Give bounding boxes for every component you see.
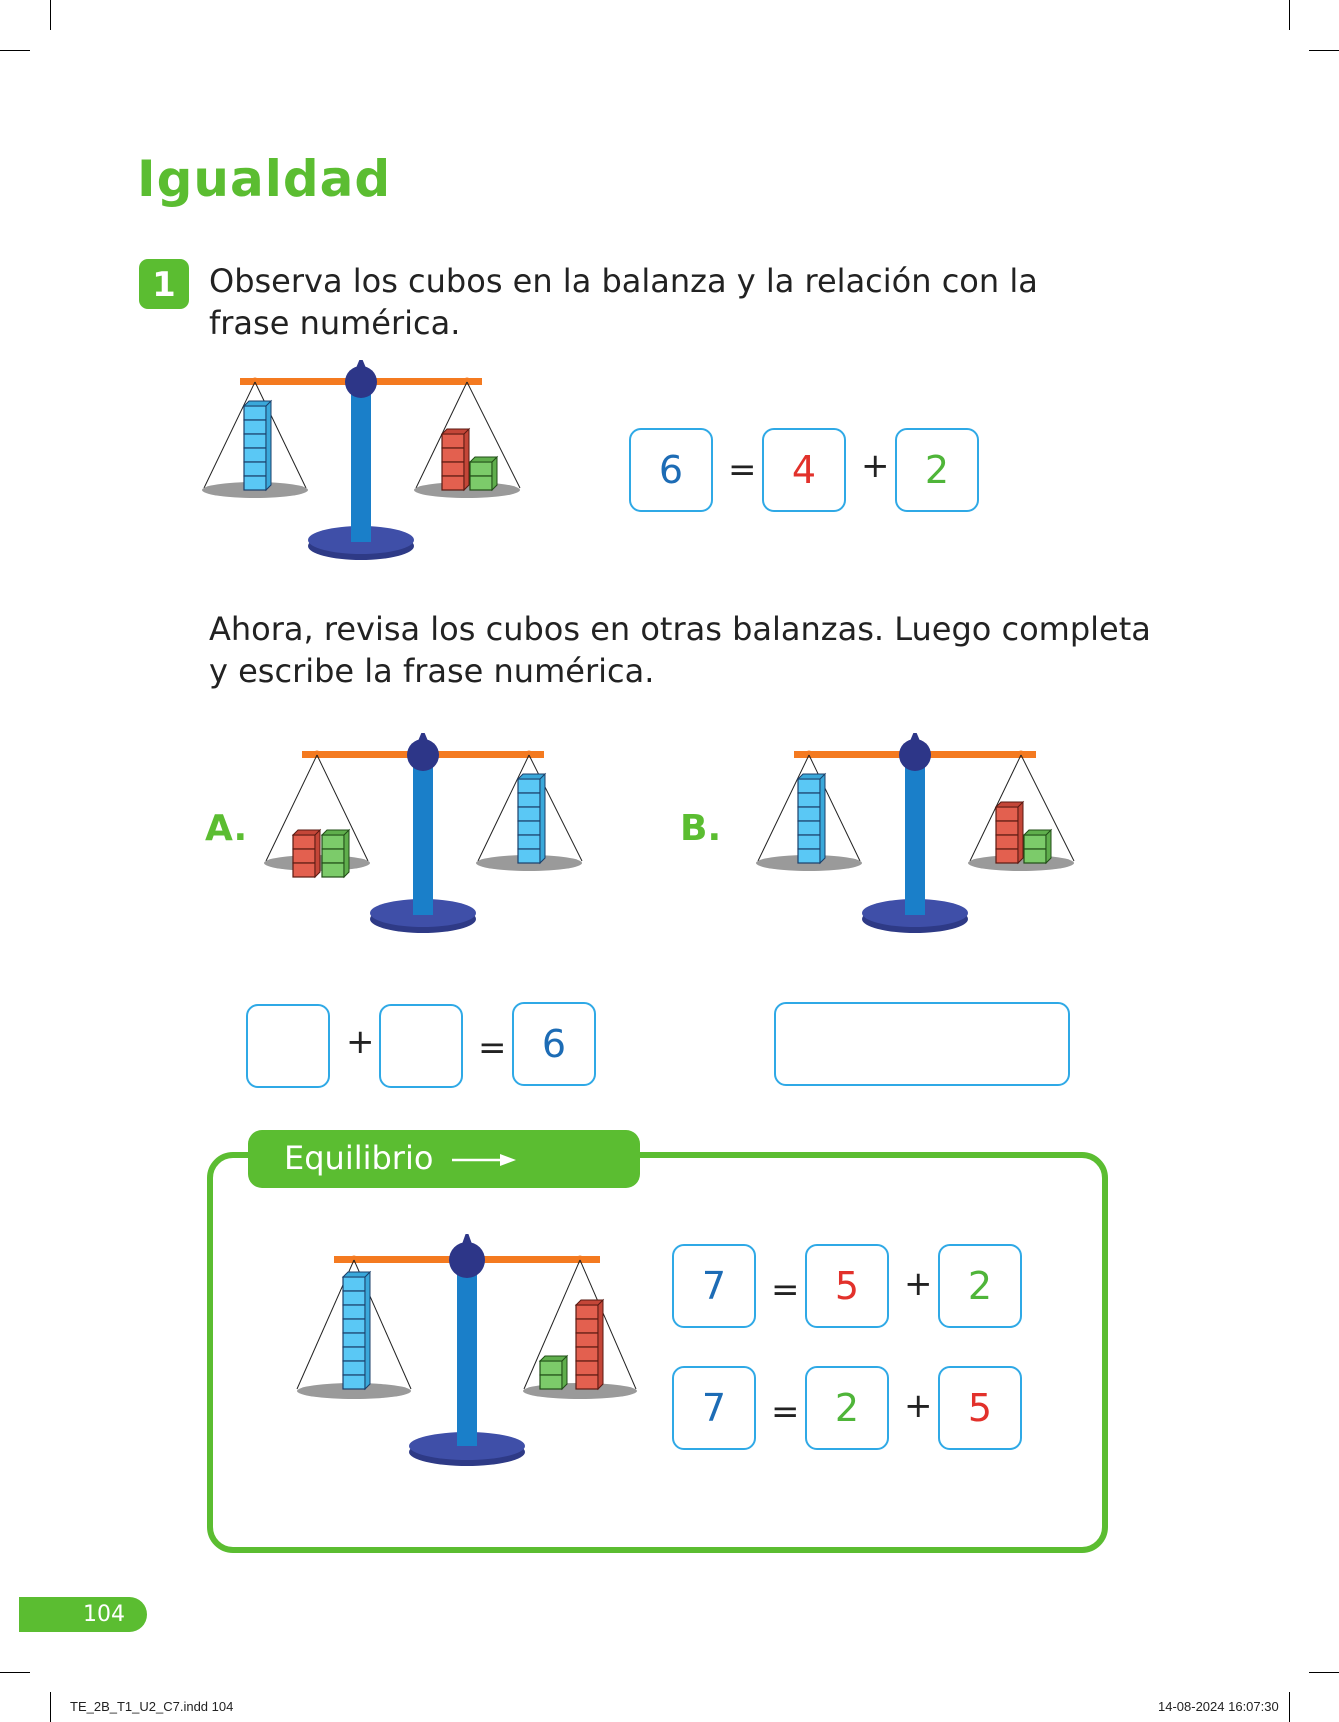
crop-mark <box>1289 0 1290 30</box>
crop-mark <box>50 1692 51 1722</box>
concept-eq1-addend-1: 5 <box>805 1244 889 1328</box>
equals-sign: = <box>771 1270 800 1310</box>
equals-sign: = <box>728 450 757 490</box>
plus-sign: + <box>346 1022 375 1062</box>
answer-box-b[interactable] <box>774 1002 1070 1086</box>
balance-scale-b <box>754 733 1094 963</box>
equation-box-result-a: 6 <box>512 1002 596 1086</box>
balance-scale-example <box>200 360 540 590</box>
concept-eq1-total: 7 <box>672 1244 756 1328</box>
followup-line-2: y escribe la frase numérica. <box>209 652 655 690</box>
equals-sign: = <box>771 1392 800 1432</box>
crop-mark <box>1309 1672 1339 1673</box>
crop-mark <box>50 0 51 30</box>
concept-tab-left: Equilibrio <box>284 1139 434 1177</box>
concept-eq2-total: 7 <box>672 1366 756 1450</box>
crop-mark <box>1309 50 1339 51</box>
page-number: 104 <box>19 1597 147 1632</box>
part-a-label: A. <box>205 808 248 849</box>
plus-sign: + <box>861 446 890 486</box>
footer-timestamp: 14-08-2024 16:07:30 <box>1158 1699 1279 1714</box>
concept-eq2-addend-1: 2 <box>805 1366 889 1450</box>
concept-tab <box>248 1130 640 1233</box>
part-b-label: B. <box>680 808 722 849</box>
concept-eq1-addend-2: 2 <box>938 1244 1022 1328</box>
balance-scale-concept <box>284 1234 654 1474</box>
followup-line-1: Ahora, revisa los cubos en otras balanzas. Luego completa <box>209 610 1151 648</box>
concept-tab-right: igualdad <box>284 1195 423 1233</box>
plus-sign: + <box>904 1386 933 1426</box>
concept-eq2-addend-2: 5 <box>938 1366 1022 1450</box>
answer-box-a-2[interactable] <box>379 1004 463 1088</box>
crop-mark <box>0 1672 30 1673</box>
crop-mark <box>1289 1692 1290 1722</box>
footer-file: TE_2B_T1_U2_C7.indd 104 <box>70 1699 234 1714</box>
equation-box-addend-2: 2 <box>895 428 979 512</box>
equation-box-addend-1: 4 <box>762 428 846 512</box>
equation-box-total: 6 <box>629 428 713 512</box>
exercise-number-badge: 1 <box>139 259 189 309</box>
instruction-line-1: Observa los cubos en la balanza y la relación con la <box>209 262 1038 300</box>
instruction-line-2: frase numérica. <box>209 304 461 342</box>
page-title: Igualdad <box>137 150 392 208</box>
plus-sign: + <box>904 1264 933 1304</box>
arrow-right-icon <box>450 1153 518 1167</box>
answer-box-a-1[interactable] <box>246 1004 330 1088</box>
crop-mark <box>0 50 30 51</box>
balance-scale-a <box>262 733 602 963</box>
equals-sign: = <box>478 1028 507 1068</box>
